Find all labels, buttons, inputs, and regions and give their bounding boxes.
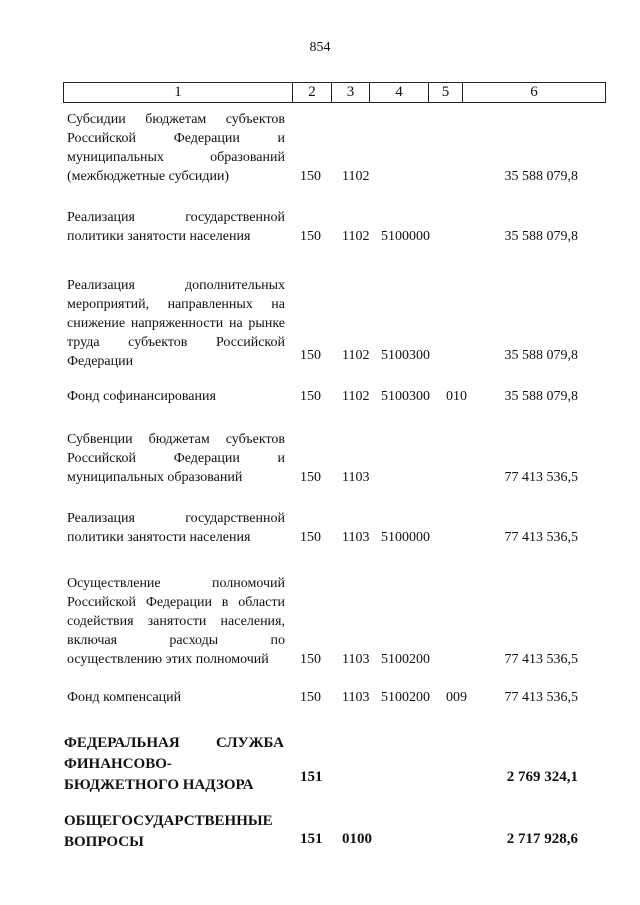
- row-amount: 2 717 928,6: [506, 831, 578, 847]
- row-amount: 35 588 079,8: [504, 229, 578, 244]
- row-code-2: 150: [300, 652, 321, 667]
- row-code-3: 1103: [342, 690, 370, 705]
- row-amount: 77 413 536,5: [504, 470, 578, 485]
- row-amount: 77 413 536,5: [504, 652, 578, 667]
- row-code-3: 1102: [342, 348, 370, 363]
- row-code-2: 150: [300, 229, 321, 244]
- row-name: Субсидии бюджетам субъектов Российской Федерации и муниципальных образований (межбюджетные субсидии): [67, 112, 285, 184]
- row-amount: 77 413 536,5: [504, 530, 578, 545]
- column-header-2: 2: [293, 83, 332, 103]
- row-code-4: 5100000: [381, 530, 430, 545]
- row-amount: 2 769 324,1: [506, 769, 578, 785]
- row-name: Фонд компенсаций: [67, 690, 182, 705]
- row-code-5: 009: [446, 690, 467, 705]
- row-name: Фонд софинансирования: [67, 389, 216, 404]
- row-name: ОБЩЕГОСУДАРСТВЕННЫЕ ВОПРОСЫ: [64, 813, 273, 850]
- row-code-3: 1102: [342, 389, 370, 404]
- row-code-4: 5100200: [381, 652, 430, 667]
- column-header-5: 5: [429, 83, 463, 103]
- row-amount: 35 588 079,8: [504, 389, 578, 404]
- row-name: Реализация дополнительных мероприятий, направленных на снижение напряженности на рынке труда субъектов Российской Федерации: [67, 278, 285, 369]
- column-header-3: 3: [332, 83, 370, 103]
- row-code-4: 5100200: [381, 690, 430, 705]
- column-header-table: [63, 82, 606, 103]
- row-code-3: 1103: [342, 530, 370, 545]
- column-header-row: [64, 83, 606, 103]
- row-amount: 35 588 079,8: [504, 348, 578, 363]
- row-code-3: 1102: [342, 169, 370, 184]
- row-code-3: 1103: [342, 652, 370, 667]
- row-code-5: 010: [446, 389, 467, 404]
- row-amount: 35 588 079,8: [504, 169, 578, 184]
- row-code-2: 150: [300, 690, 321, 705]
- row-code-2: 150: [300, 470, 321, 485]
- row-code-2: 150: [300, 169, 321, 184]
- column-header-6: 6: [463, 83, 606, 103]
- row-name: Реализация государственной политики занятости населения: [67, 511, 285, 545]
- row-code-2: 150: [300, 530, 321, 545]
- row-code-3: 1102: [342, 229, 370, 244]
- column-header-4: 4: [370, 83, 429, 103]
- row-name: Субвенции бюджетам субъектов Российской Федерации и муниципальных образований: [67, 432, 285, 485]
- row-code-3: 0100: [342, 831, 372, 847]
- row-code-4: 5100300: [381, 348, 430, 363]
- row-code-4: 5100300: [381, 389, 430, 404]
- row-name: ФЕДЕРАЛЬНАЯ СЛУЖБА ФИНАНСОВО-БЮДЖЕТНОГО НАДЗОРА: [64, 735, 284, 793]
- row-code-3: 1103: [342, 470, 370, 485]
- row-code-2: 150: [300, 389, 321, 404]
- row-code-2: 151: [300, 831, 323, 847]
- row-name: Реализация государственной политики занятости населения: [67, 210, 285, 244]
- row-code-4: 5100000: [381, 229, 430, 244]
- row-name: Осуществление полномочий Российской Федерации в области содействия занятости населения, включая расходы по осуществлению этих полномочий: [67, 576, 285, 667]
- row-code-2: 151: [300, 769, 323, 785]
- column-header-1: 1: [64, 83, 293, 103]
- row-code-2: 150: [300, 348, 321, 363]
- page-number: 854: [309, 40, 331, 55]
- row-amount: 77 413 536,5: [504, 690, 578, 705]
